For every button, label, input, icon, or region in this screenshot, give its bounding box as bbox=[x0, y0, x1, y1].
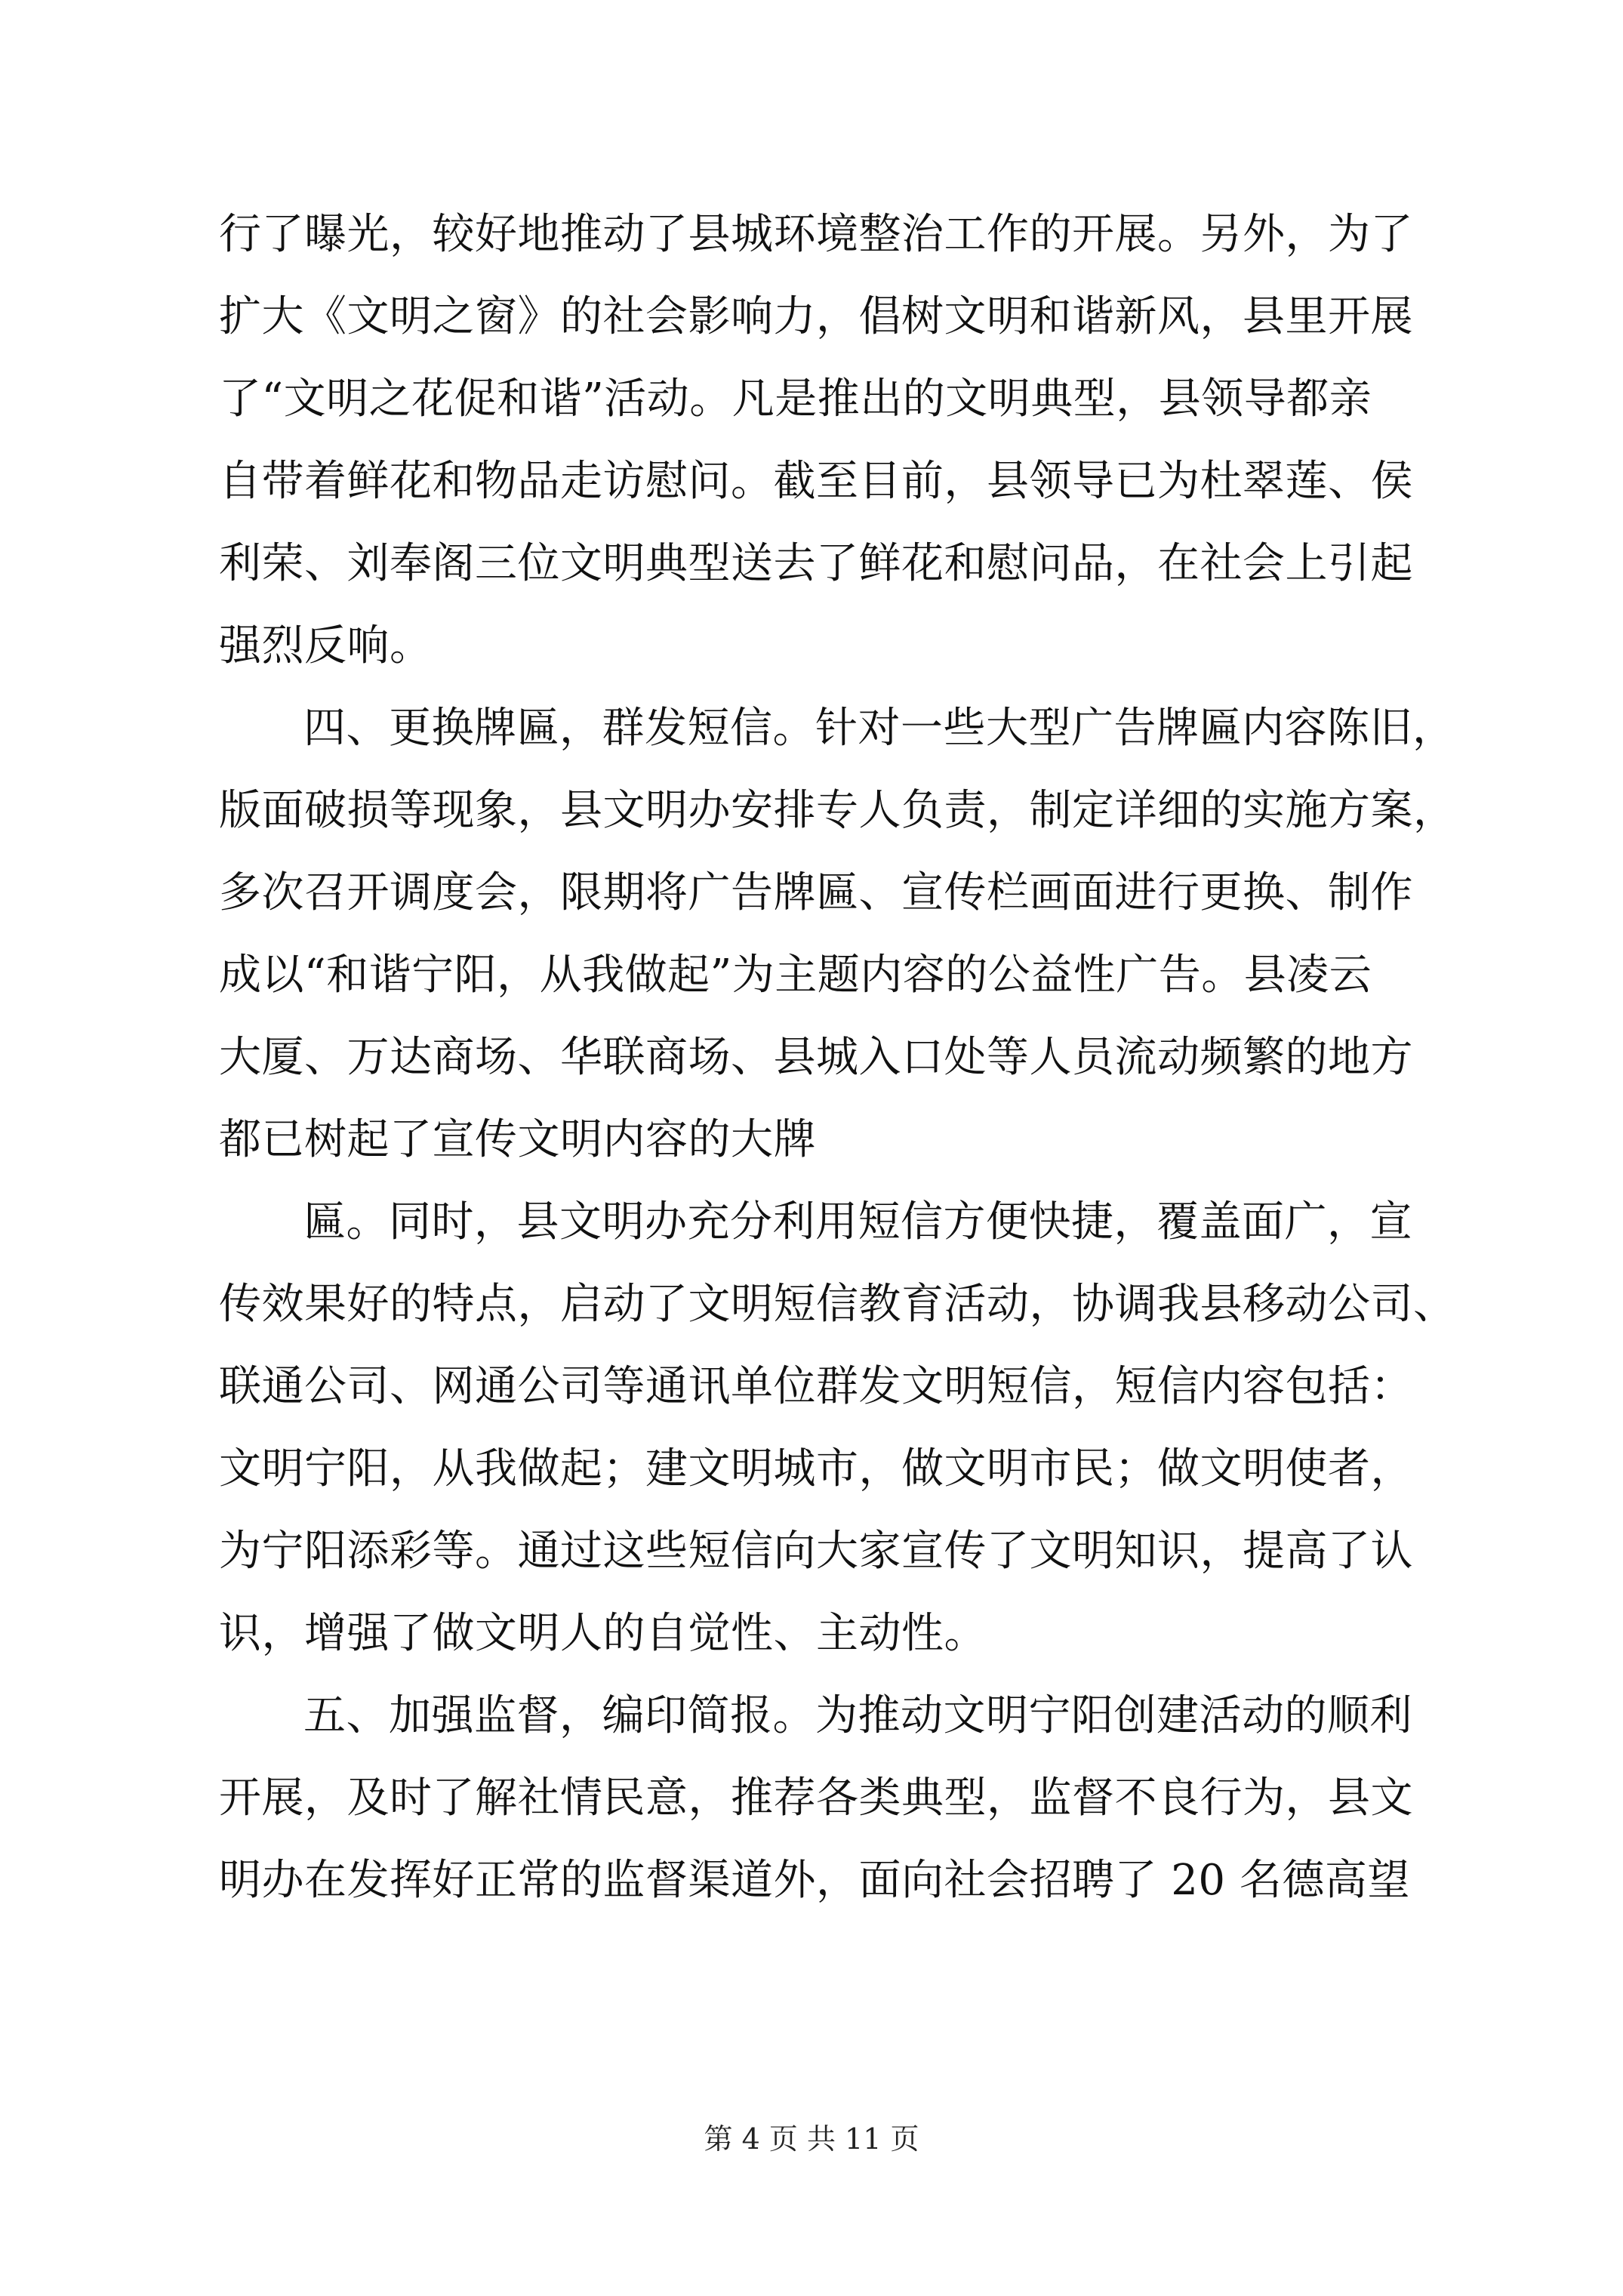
text-line: 五、加强监督，编印简报。为推动文明宁阳创建活动的顺利 bbox=[303, 1691, 1412, 1740]
text-line: 四、更换牌匾，群发短信。针对一些大型广告牌匾内容陈旧， bbox=[303, 704, 1455, 753]
text-line: 匾。同时，县文明办充分利用短信方便快捷，覆盖面广，宣 bbox=[303, 1197, 1412, 1247]
text-line: 扩大《文明之窗》的社会影响力，倡树文明和谐新风，县里开展 bbox=[219, 292, 1413, 341]
text-line: 成以“和谐宁阳，从我做起”为主题内容的公益性广告。县凌云 bbox=[219, 951, 1372, 1000]
text-line: 传效果好的特点，启动了文明短信教育活动，协调我县移动公司、 bbox=[219, 1280, 1456, 1329]
text-line: 都已树起了宣传文明内容的大牌 bbox=[219, 1115, 816, 1164]
text-line: 明办在发挥好正常的监督渠道外，面向社会招聘了 20 名德高望 bbox=[219, 1856, 1410, 1905]
text-line: 识，增强了做文明人的自觉性、主动性。 bbox=[219, 1609, 987, 1658]
text-line: 联通公司、网通公司等通讯单位群发文明短信，短信内容包括： bbox=[219, 1362, 1413, 1411]
text-line: 多次召开调度会，限期将广告牌匾、宣传栏画面进行更换、制作 bbox=[219, 868, 1413, 917]
text-line: 利荣、刘奉阁三位文明典型送去了鲜花和慰问品，在社会上引起 bbox=[219, 539, 1413, 588]
text-line: 为宁阳添彩等。通过这些短信向大家宣传了文明知识，提高了认 bbox=[219, 1527, 1413, 1576]
text-line: 开展，及时了解社情民意，推荐各类典型，监督不良行为，县文 bbox=[219, 1774, 1413, 1823]
text-line: 大厦、万达商场、华联商场、县城入口处等人员流动频繁的地方 bbox=[219, 1033, 1413, 1082]
text-line: 行了曝光，较好地推动了县城环境整治工作的开展。另外，为了 bbox=[219, 210, 1413, 259]
text-line: 了“文明之花促和谐”活动。凡是推出的文明典型，县领导都亲 bbox=[219, 374, 1372, 424]
page-footer: 第 4 页 共 11 页 bbox=[704, 2122, 919, 2156]
document-body bbox=[219, 193, 1456, 1922]
text-line: 自带着鲜花和物品走访慰问。截至目前，县领导已为杜翠莲、侯 bbox=[219, 457, 1413, 506]
text-line: 强烈反响。 bbox=[219, 621, 433, 670]
text-line: 版面破损等现象，县文明办安排专人负责，制定详细的实施方案， bbox=[219, 786, 1456, 835]
text-line: 文明宁阳，从我做起；建文明城市，做文明市民；做文明使者， bbox=[219, 1444, 1413, 1493]
